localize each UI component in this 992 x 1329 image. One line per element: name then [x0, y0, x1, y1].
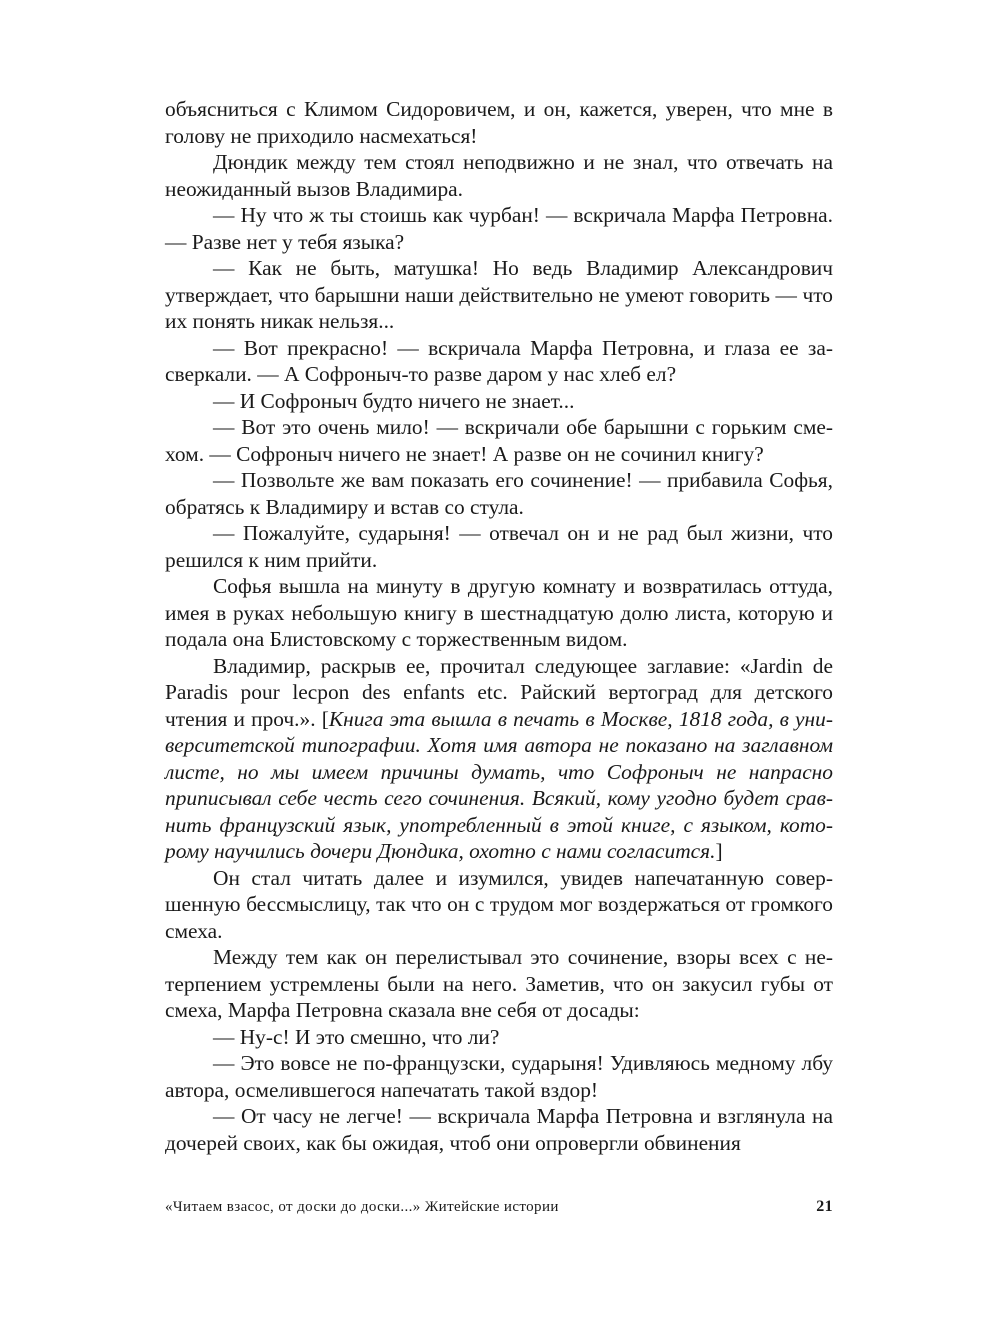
- paragraph: — Позвольте же вам показать его сочинение! — прибавила Софья, обратясь к Владимиру и встав со стула.: [165, 468, 833, 519]
- paragraph: объясниться с Климом Сидоровичем, и он, кажется, уверен, что мне в голову не приходило насмехаться!: [165, 97, 833, 148]
- paragraph: — Ну что ж ты стоишь как чурбан! — вскричала Марфа Петровна. — Разве нет у тебя языка?: [165, 203, 833, 254]
- paragraph: — Как не быть, матушка! Но ведь Владимир Александрович утверждает, что барышни наши действительно не умеют говорить — что их понять никак нельзя...: [165, 256, 833, 333]
- paragraph: Дюндик между тем стоял неподвижно и не знал, что отвечать на неожиданный вызов Владимира.: [165, 150, 833, 201]
- body-text: [165, 96, 833, 1156]
- paragraph: — Пожалуйте, сударыня! — отвечал он и не рад был жизни, что решился к ним прийти.: [165, 521, 833, 572]
- paragraph: — И Софроныч будто ничего не знает...: [213, 388, 575, 413]
- paragraph-with-footnote: [165, 653, 833, 865]
- page-number: 21: [816, 1198, 833, 1215]
- paragraph-tail: ]: [715, 839, 723, 863]
- paragraph: Софья вышла на минуту в другую комнату и возвратилась оттуда, имея в руках небольшую книгу в шестнадцатую долю листа, которую и подала она Блистовскому с торжественным видом.: [165, 574, 833, 651]
- editorial-note: Книга эта вышла в печать в Москве, 1818 года, в университетской типографии. Хотя имя автора не показано на заглавном листе, но мы имеем причины думать, что Софроныч не напрасно приписывал себе честь сего сочинения. Всякий, кому угодно будет сравнить французский язык, употребленный в этой книге, с языком, которому научились дочери Дюндика, охотно с нами согласится.: [165, 706, 833, 863]
- paragraph: — Ну-с! И это смешно, что ли?: [213, 1024, 500, 1049]
- paragraph: Между тем как он перелистывал это сочинение, взоры всех с нетерпением устремлены были на него. Заметив, что он закусил губы от смеха, Марфа Петровна сказала вне себя от досады:: [165, 945, 833, 1022]
- paragraph: — Вот прекрасно! — вскричала Марфа Петровна, и глаза ее засверкали. — А Софроныч-то разве даром у нас хлеб ел?: [165, 335, 833, 386]
- paragraph-text: Владимир, раскрыв ее, прочитал следующее заглавие: «Jardin de Paradis pour lecpon des enfants etc. Райский вертоград для детского чтения и проч.». [: [165, 653, 833, 731]
- running-footer-title: «Читаем взасос, от доски до доски...» Житейские истории: [165, 1199, 559, 1215]
- paragraph: — От часу не легче! — вскричала Марфа Петровна и взглянула на дочерей своих, как бы ожидая, чтоб они опровергли обвинения: [165, 1104, 833, 1155]
- paragraph: — Вот это очень мило! — вскричали обе барышни с горьким смехом. — Софроныч ничего не знает! А разве он не сочинил книгу?: [165, 415, 833, 466]
- paragraph: Он стал читать далее и изумился, увидев напечатанную совершенную бессмыслицу, так что он с трудом мог воздержаться от громкого смеха.: [165, 865, 833, 943]
- paragraph: — Это вовсе не по-французски, сударыня! Удивляюсь медному лбу автора, осмелившегося напечатать такой вздор!: [165, 1051, 833, 1102]
